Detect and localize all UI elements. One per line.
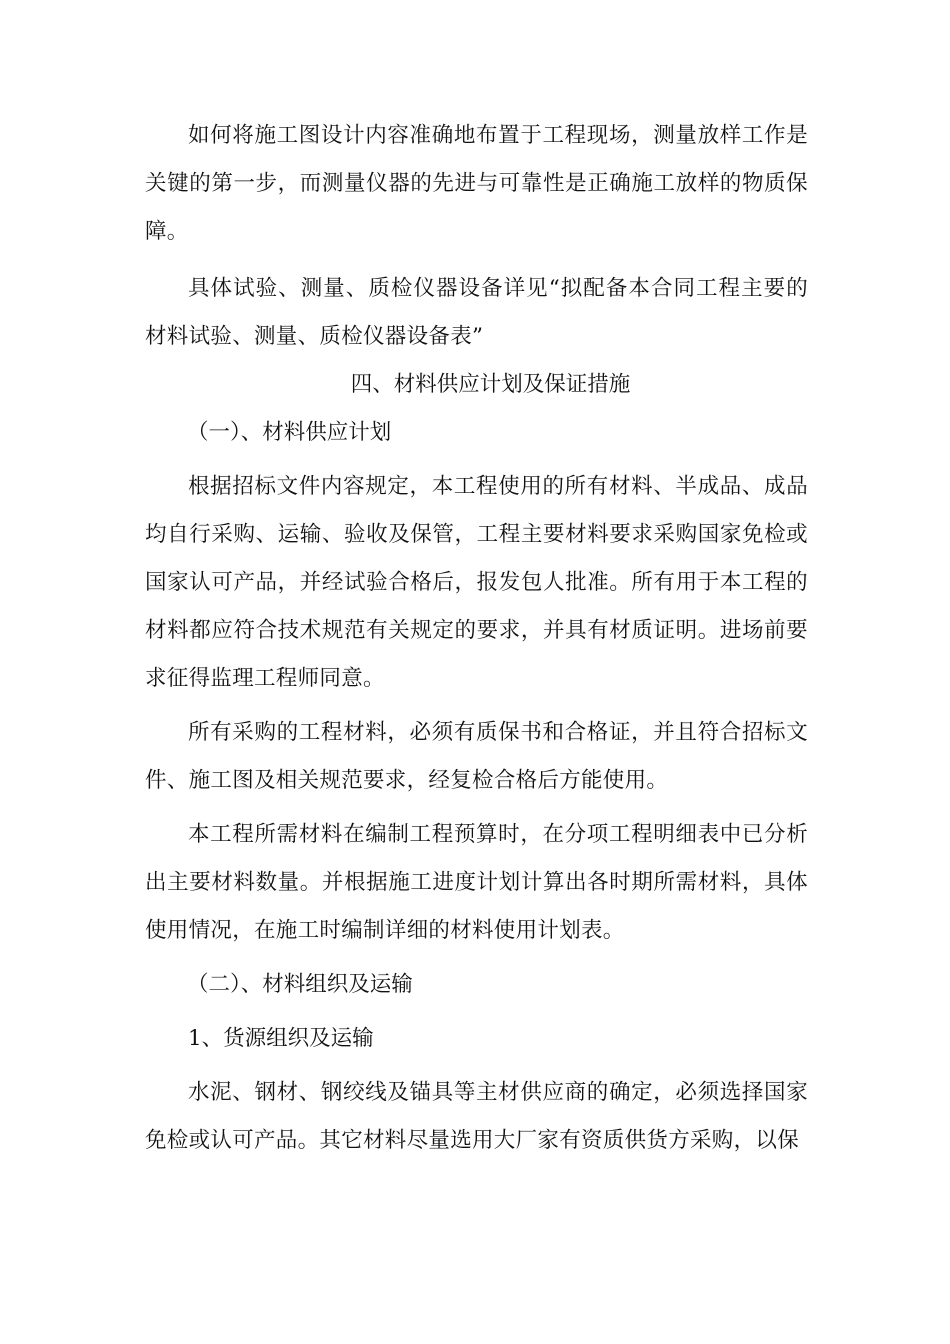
paragraph-procurement-rules: 根据招标文件内容规定，本工程使用的所有材料、半成品、成品均自行采购、运输、验收及保管，工程主要材料要求采购国家免检或国家认可产品，并经试验合格后，报发包人批准。所有用于本工程的材料都应符合技术规范有关规定的要求，并具有材质证明。进场前要求征得监理工程师同意。 — [145, 474, 808, 691]
subsection-title-organization-transport: （二）、材料组织及运输 — [187, 972, 413, 997]
paragraph-material-quantities: 本工程所需材料在编制工程预算时，在分项工程明细表中已分析出主要材料数量。并根据施工进度计划计算出各时期所需材料，具体使用情况，在施工时编制详细的材料使用计划表。 — [145, 822, 808, 943]
section-title: 四、材料供应计划及保证措施 — [350, 372, 631, 397]
item-title-sourcing: 1、货源组织及运输 — [188, 1026, 374, 1051]
paragraph-survey-equipment: 如何将施工图设计内容准确地布置于工程现场，测量放样工作是关键的第一步，而测量仪器的先进与可靠性是正确施工放样的物质保障。 — [145, 123, 808, 244]
paragraph-supplier-selection: 水泥、钢材、钢绞线及锚具等主材供应商的确定，必须选择国家免检或认可产品。其它材料尽量选用大厂家有资质供货方采购，以保 — [145, 1080, 808, 1153]
paragraph-quality-certificates: 所有采购的工程材料，必须有质保书和合格证，并且符合招标文件、施工图及相关规范要求，经复检合格后方能使用。 — [145, 720, 808, 793]
document-body — [145, 112, 808, 1165]
subsection-title-supply-plan: （一）、材料供应计划 — [187, 420, 392, 445]
paragraph-equipment-reference: 具体试验、测量、质检仪器设备详见“拟配备本合同工程主要的材料试验、测量、质检仪器设备表” — [145, 276, 808, 349]
